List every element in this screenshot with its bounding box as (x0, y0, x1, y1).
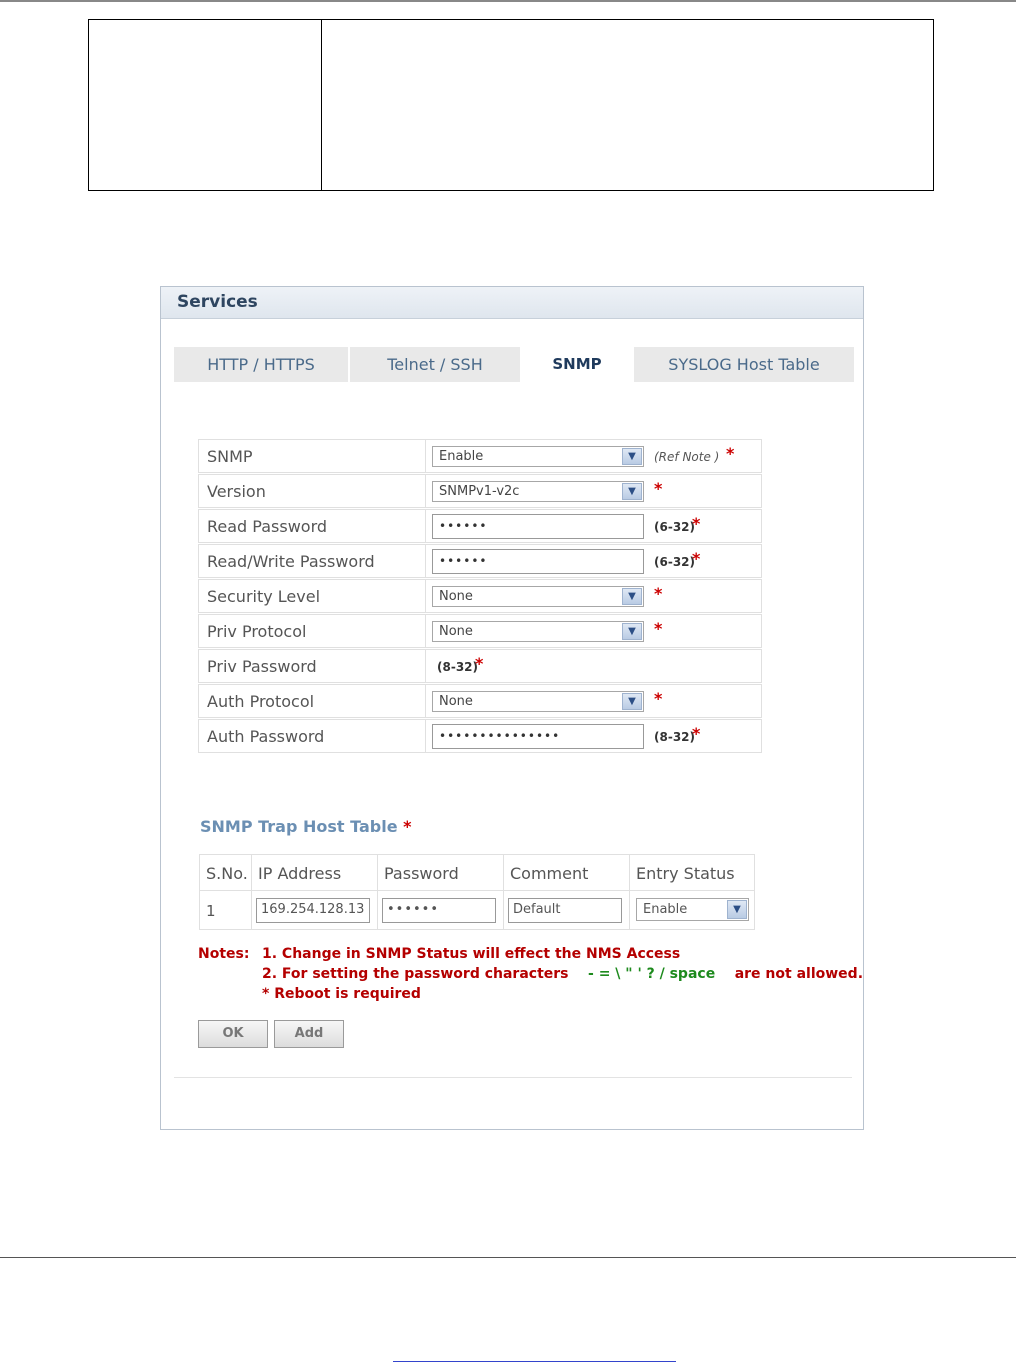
comment-input[interactable]: Default (508, 898, 622, 923)
priv-protocol-select[interactable]: None ▼ (432, 621, 644, 642)
row-priv-protocol (198, 614, 762, 648)
add-button[interactable]: Add (274, 1020, 344, 1048)
rw-password-input[interactable]: •••••• (432, 549, 644, 574)
note-line-3: * Reboot is required (262, 986, 421, 1002)
row-priv-password (198, 649, 762, 683)
page-top-rule (0, 0, 1016, 2)
col-password: Password (384, 864, 459, 883)
tab-bar (174, 347, 854, 382)
rw-password-label: Read/Write Password (207, 552, 375, 571)
tab-syslog-host-table[interactable]: SYSLOG Host Table (634, 347, 854, 382)
rw-password-hint: (6-32) (654, 555, 695, 569)
version-select[interactable]: SNMPv1-v2c ▼ (432, 481, 644, 502)
priv-protocol-label: Priv Protocol (207, 622, 307, 641)
tab-snmp[interactable]: SNMP (522, 347, 632, 382)
document-table-divider (321, 20, 322, 190)
panel-title: Services (177, 292, 258, 312)
table-row (199, 890, 755, 930)
read-password-label: Read Password (207, 517, 328, 536)
entry-status-select[interactable]: Enable ▼ (636, 898, 749, 921)
required-mark: * (692, 514, 701, 533)
security-level-label: Security Level (207, 587, 321, 606)
snmp-select[interactable]: Enable ▼ (432, 446, 644, 467)
services-panel (160, 286, 864, 1130)
trap-password-input[interactable]: •••••• (382, 898, 496, 923)
snmp-label: SNMP (207, 447, 253, 466)
auth-password-input[interactable]: ••••••••••••••• (432, 724, 644, 749)
auth-protocol-select[interactable]: None ▼ (432, 691, 644, 712)
col-ip-address: IP Address (258, 864, 342, 883)
note-line-2: 2. For setting the password characters - = \ " ' ? / space are not allowed. (262, 966, 864, 982)
chevron-down-icon: ▼ (622, 448, 642, 465)
security-level-select[interactable]: None ▼ (432, 586, 644, 607)
chevron-down-icon: ▼ (622, 623, 642, 640)
read-password-input[interactable]: •••••• (432, 514, 644, 539)
required-mark: * (654, 584, 663, 603)
page-bottom-rule (0, 1257, 1016, 1258)
row-auth-password (198, 719, 762, 753)
chevron-down-icon: ▼ (622, 483, 642, 500)
col-comment: Comment (510, 864, 589, 883)
auth-password-label: Auth Password (207, 727, 325, 746)
row-read-password (198, 509, 762, 543)
required-mark: * (726, 444, 735, 463)
required-mark: * (654, 479, 663, 498)
note-line-1: 1. Change in SNMP Status will effect the NMS Access (262, 946, 681, 962)
chevron-down-icon: ▼ (622, 693, 642, 710)
read-password-hint: (6-32) (654, 520, 695, 534)
notes-label: Notes: (198, 946, 250, 962)
version-label: Version (207, 482, 266, 501)
required-mark: * (692, 724, 701, 743)
tab-http-https[interactable]: HTTP / HTTPS (174, 347, 348, 382)
ok-button[interactable]: OK (198, 1020, 268, 1048)
trap-table-title: SNMP Trap Host Table * (200, 817, 412, 836)
panel-header (161, 287, 863, 319)
chevron-down-icon: ▼ (727, 900, 747, 919)
row-sno: 1 (206, 902, 216, 920)
required-mark: * (654, 689, 663, 708)
tab-telnet-ssh[interactable]: Telnet / SSH (350, 347, 520, 382)
trap-table-header (199, 854, 755, 891)
col-entry-status: Entry Status (636, 864, 735, 883)
panel-footer-divider (174, 1077, 852, 1078)
row-rw-password (198, 544, 762, 578)
priv-password-hint: (8-32) (437, 660, 478, 674)
col-sno: S.No. (206, 864, 248, 883)
required-mark: * (692, 549, 701, 568)
footer-link-underline[interactable] (393, 1361, 676, 1362)
required-mark: * (654, 619, 663, 638)
required-mark: * (475, 654, 484, 673)
row-version (198, 474, 762, 508)
row-auth-protocol (198, 684, 762, 718)
auth-password-hint: (8-32) (654, 730, 695, 744)
row-snmp (198, 439, 762, 473)
chevron-down-icon: ▼ (622, 588, 642, 605)
row-security-level (198, 579, 762, 613)
auth-protocol-label: Auth Protocol (207, 692, 315, 711)
document-table-box (88, 19, 934, 191)
priv-password-label: Priv Password (207, 657, 317, 676)
snmp-ref-note: (Ref Note ) (654, 450, 720, 464)
ip-address-input[interactable]: 169.254.128.13 (256, 898, 370, 923)
